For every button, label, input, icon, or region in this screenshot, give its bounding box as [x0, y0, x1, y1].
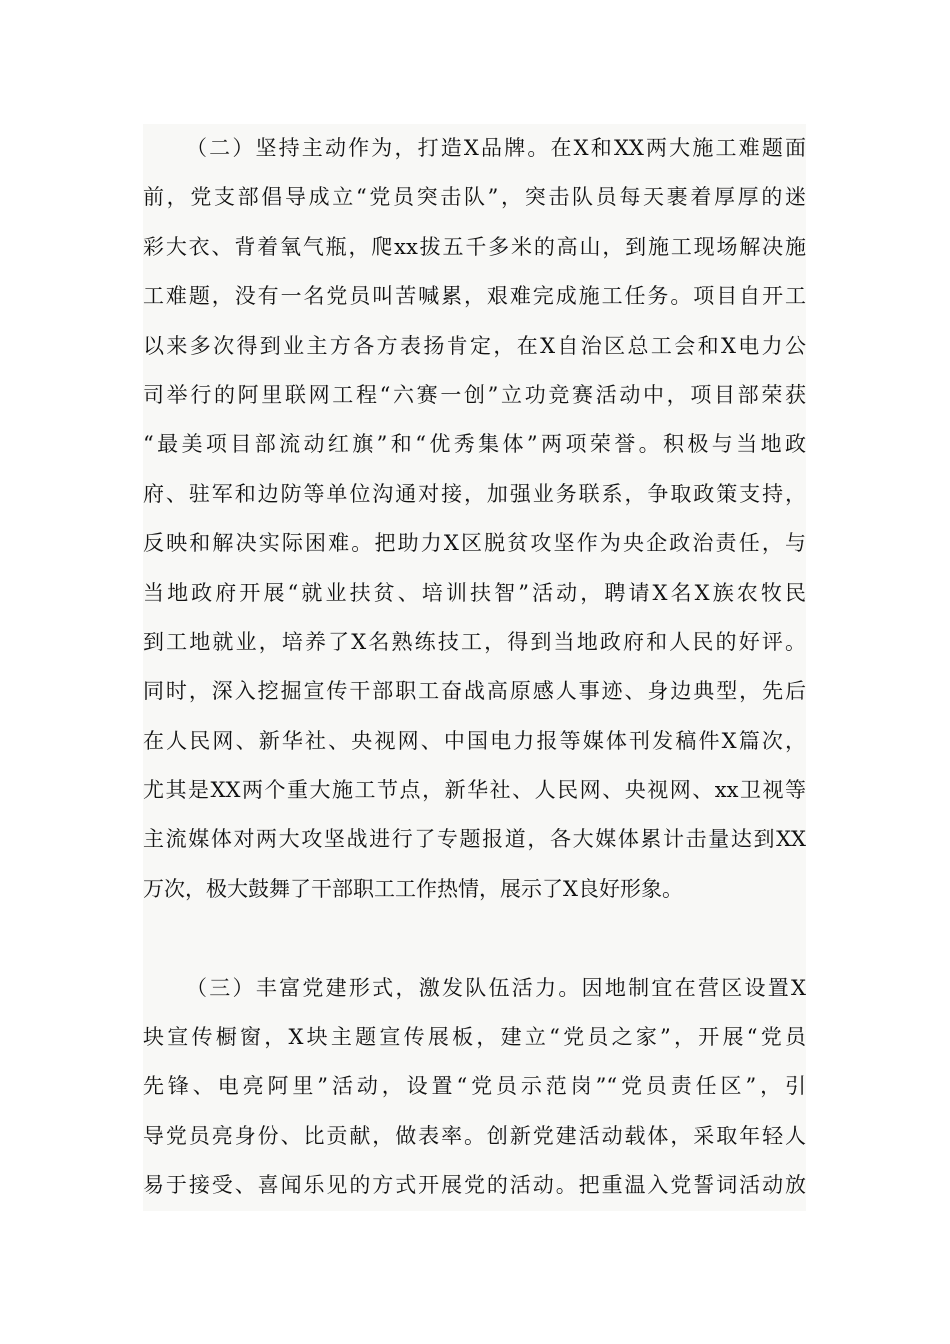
text-line: “最美项目部流动红旗”和“优秀集体”两项荣誉。积极与当地政: [143, 432, 806, 457]
text-line: 司举行的阿里联网工程“六赛一创”立功竞赛活动中，项目部荣获: [143, 382, 806, 407]
paragraph-section-2: [143, 124, 806, 914]
text-line: 易于接受、喜闻乐见的方式开展党的活动。把重温入党誓词活动放: [143, 1173, 806, 1198]
text-line: 尤其是XX两个重大施工节点，新华社、人民网、央视网、xx卫视等: [143, 778, 806, 803]
text-line: 前，党支部倡导成立“党员突击队”，突击队员每天裹着厚厚的迷: [143, 185, 806, 210]
paragraph-gap: [143, 914, 806, 963]
text-line: 万次，极大鼓舞了干部职工工作热情，展示了X良好形象。: [143, 876, 683, 901]
document-body: [143, 124, 806, 1211]
text-line: 导党员亮身份、比贡献，做表率。创新党建活动载体，采取年轻人: [143, 1123, 806, 1148]
text-line: （二）坚持主动作为，打造X品牌。在X和XX两大施工难题面: [186, 136, 806, 160]
paragraph-section-3: [143, 964, 806, 1211]
text-line: 反映和解决实际困难。把助力X区脱贫攻坚作为央企政治责任，与: [143, 531, 806, 556]
text-line: 同时，深入挖掘宣传干部职工奋战高原感人事迹、身边典型，先后: [143, 679, 806, 704]
text-line: 工难题，没有一名党员叫苦喊累，艰难完成施工任务。项目自开工: [143, 284, 806, 309]
text-line: 块宣传橱窗，X块主题宣传展板，建立“党员之家”，开展“党员: [143, 1025, 806, 1050]
text-line: 以来多次得到业主方各方表扬肯定，在X自治区总工会和X电力公: [143, 333, 806, 358]
text-line: 在人民网、新华社、央视网、中国电力报等媒体刊发稿件X篇次，: [143, 728, 806, 753]
text-line: 到工地就业，培养了X名熟练技工，得到当地政府和人民的好评。: [143, 629, 806, 654]
text-line: 彩大衣、背着氧气瓶，爬xx拔五千多米的高山，到施工现场解决施: [143, 234, 806, 259]
text-line: 府、驻军和边防等单位沟通对接，加强业务联系，争取政策支持，: [143, 481, 806, 506]
text-line: （三）丰富党建形式，激发队伍活力。因地制宜在营区设置X: [186, 975, 806, 1000]
text-line: 主流媒体对两大攻坚战进行了专题报道，各大媒体累计击量达到XX: [143, 827, 806, 852]
text-line: 先锋、电亮阿里”活动，设置“党员示范岗”“党员责任区”，引: [143, 1074, 806, 1099]
text-line: 当地政府开展“就业扶贫、培训扶智”活动，聘请X名X族农牧民: [143, 580, 806, 605]
